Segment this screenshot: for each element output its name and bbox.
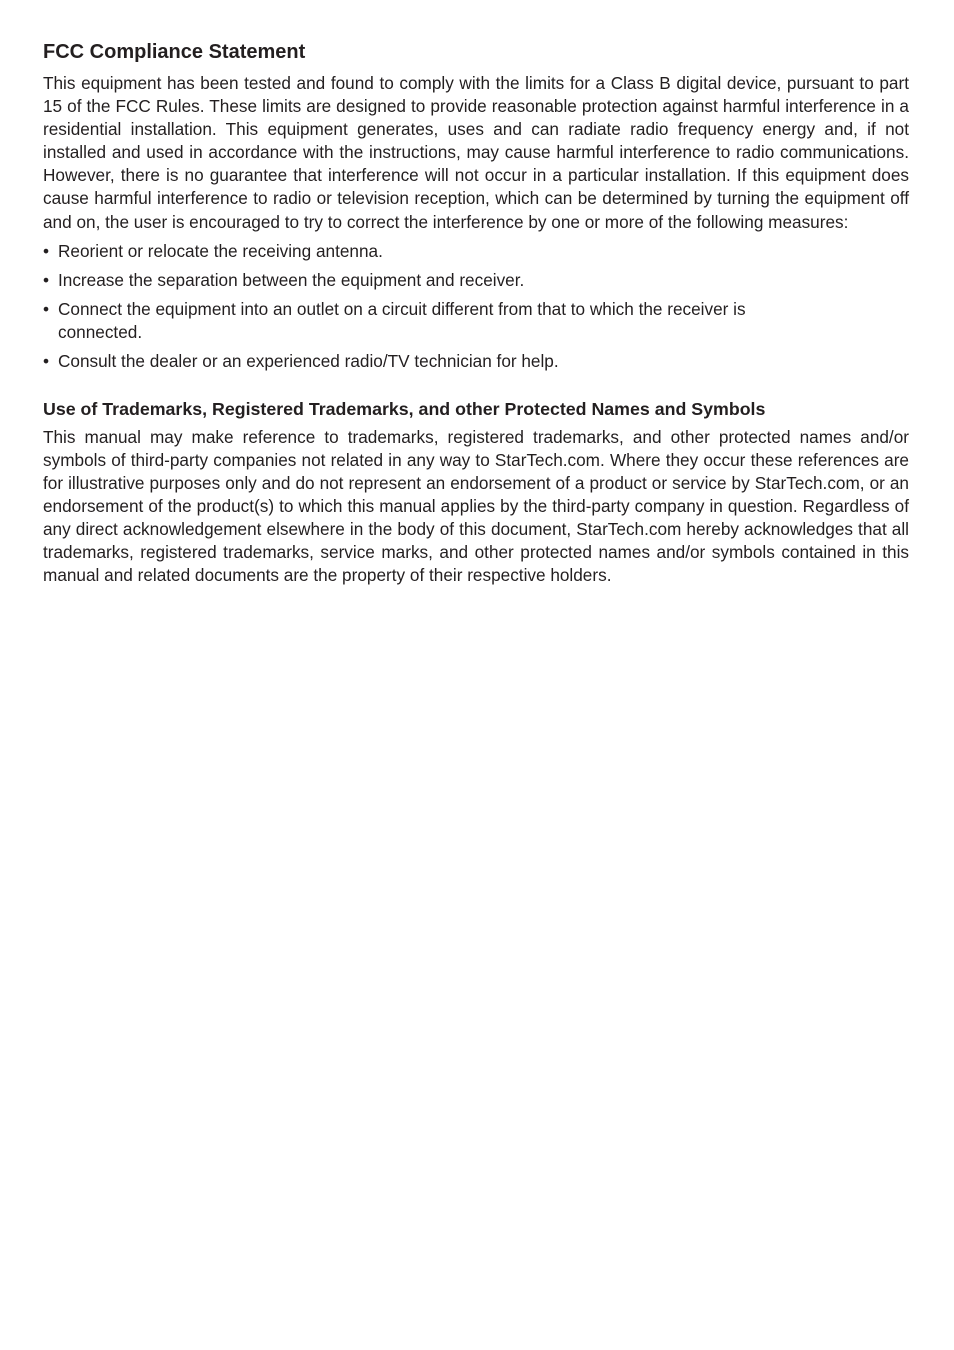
- measure-text: Increase the separation between the equipment and receiver.: [58, 269, 525, 290]
- bullet-icon: •: [43, 240, 50, 261]
- measure-text: Consult the dealer or an experienced radio/TV technician for help.: [58, 350, 559, 371]
- list-item: [43, 350, 909, 373]
- trademarks-heading: Use of Trademarks, Registered Trademarks, and other Protected Names and Symbols: [43, 398, 766, 419]
- fcc-section: [43, 38, 909, 373]
- list-item: [43, 269, 909, 292]
- bullet-icon: •: [43, 350, 50, 371]
- measure-text: Connect the equipment into an outlet on a circuit different from that to which the receiver is connected.: [58, 298, 746, 342]
- document-page: [43, 38, 909, 587]
- list-item: [43, 298, 828, 344]
- bullet-icon: •: [43, 269, 50, 290]
- list-item: [43, 240, 909, 263]
- measure-text: Reorient or relocate the receiving antenna.: [58, 240, 383, 261]
- measures-list: [43, 240, 909, 373]
- trademarks-section: [43, 397, 909, 588]
- trademarks-paragraph: This manual may make reference to trademarks, registered trademarks, and other protected names and/or symbols of third-party companies not related in any way to StarTech.com. Where they occur these references are for illustrative purposes only and do not represent an endorsement of a product or service by StarTech.com, or an endorsement of the product(s) to which this manual applies by the third-party company in question. Regardless of any direct acknowledgement elsewhere in the body of this document, StarTech.com hereby acknowledges that all trademarks, registered trademarks, service marks, and other protected names and/or symbols contained in this manual and related documents are the property of their respective holders.: [43, 426, 909, 586]
- fcc-heading: FCC Compliance Statement: [43, 41, 306, 63]
- fcc-paragraph: This equipment has been tested and found to comply with the limits for a Class B digital device, pursuant to part 15 of the FCC Rules. These limits are designed to provide reasonable protection against harmful interference in a residential installation. This equipment generates, uses and can radiate radio frequency energy and, if not installed and used in accordance with the instructions, may cause harmful interference to radio communications. However, there is no guarantee that interference will not occur in a particular installation. If this equipment does cause harmful interference to radio or television reception, which can be determined by turning the equipment off and on, the user is encouraged to try to correct the interference by one or more of the following measures:: [43, 73, 909, 232]
- bullet-icon: •: [43, 298, 50, 319]
